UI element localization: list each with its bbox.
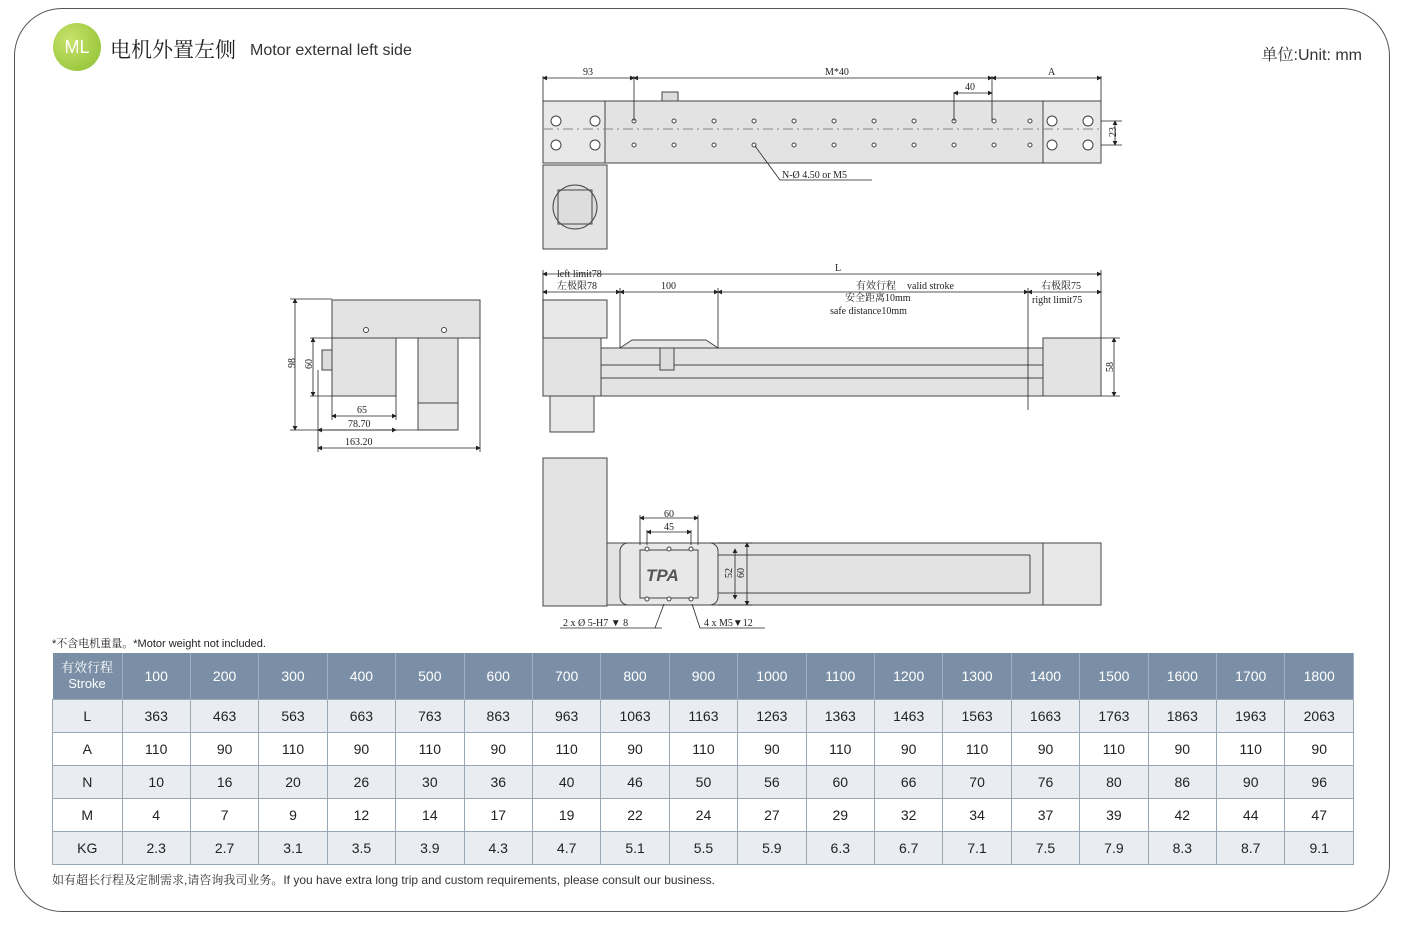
table-cell: 30 (396, 766, 464, 799)
table-row (53, 733, 1354, 766)
table-cell: 1163 (669, 700, 737, 733)
table-row (53, 766, 1354, 799)
table-cell: 90 (464, 733, 532, 766)
table-row (53, 700, 1354, 733)
stroke-column-header: 300 (259, 653, 327, 700)
right-limit-cn: 右极限75 (1041, 281, 1081, 292)
table-cell: 86 (1148, 766, 1216, 799)
left-limit-en: left limit78 (557, 269, 602, 280)
table-cell: 7.9 (1080, 832, 1148, 865)
unit-label: 单位:Unit: mm (1261, 47, 1362, 64)
table-cell: 14 (396, 799, 464, 832)
table-cell: 110 (1217, 733, 1285, 766)
left-limit-cn: 左极限78 (557, 281, 597, 292)
table-cell: 5.5 (669, 832, 737, 865)
table-cell: 110 (396, 733, 464, 766)
table-cell: 26 (327, 766, 395, 799)
stroke-column-header: 1600 (1148, 653, 1216, 700)
weight-note: *不含电机重量。*Motor weight not included. (52, 638, 266, 650)
table-cell: 10 (122, 766, 190, 799)
table-cell: 1363 (806, 700, 874, 733)
dim-93: 93 (583, 67, 593, 78)
table-cell: 7 (190, 799, 258, 832)
table-cell: 96 (1285, 766, 1354, 799)
table-cell: 90 (874, 733, 942, 766)
top-view (543, 76, 1122, 249)
table-cell: 9.1 (1285, 832, 1354, 865)
footer-note: 如有超长行程及定制需求,请咨询我司业务。If you have extra long trip and custom requirements, please consult our business. (52, 873, 715, 887)
table-cell: 20 (259, 766, 327, 799)
table-cell: 2063 (1285, 700, 1354, 733)
table-cell: 110 (943, 733, 1011, 766)
table-cell: 12 (327, 799, 395, 832)
table-row (53, 799, 1354, 832)
table-cell: 29 (806, 799, 874, 832)
table-cell: 4 (122, 799, 190, 832)
table-cell: 39 (1080, 799, 1148, 832)
stroke-column-header: 200 (190, 653, 258, 700)
table-cell: 24 (669, 799, 737, 832)
hole-note: N-Ø 4.50 or M5 (782, 170, 847, 181)
row-label: M (53, 799, 123, 832)
table-cell: 7.5 (1011, 832, 1079, 865)
table-cell: 763 (396, 700, 464, 733)
table-cell: 32 (874, 799, 942, 832)
stroke-column-header: 1000 (738, 653, 806, 700)
row-label: A (53, 733, 123, 766)
stroke-column-header: 1300 (943, 653, 1011, 700)
table-cell: 40 (532, 766, 600, 799)
table-cell: 90 (327, 733, 395, 766)
table-cell: 3.1 (259, 832, 327, 865)
screw-note: 4 x M5▼12 (704, 618, 753, 629)
dim-45: 45 (664, 522, 674, 533)
table-cell: 50 (669, 766, 737, 799)
stroke-column-header: 800 (601, 653, 669, 700)
safe-distance-en: safe distance10mm (830, 306, 907, 317)
table-cell: 5.1 (601, 832, 669, 865)
table-cell: 9 (259, 799, 327, 832)
stroke-column-header: 700 (532, 653, 600, 700)
dim-40: 40 (965, 82, 975, 93)
table-cell: 60 (806, 766, 874, 799)
series-badge: ML (53, 23, 101, 71)
table-cell: 463 (190, 700, 258, 733)
table-cell: 1663 (1011, 700, 1079, 733)
stroke-cn: 有效行程 (856, 281, 896, 292)
table-cell: 1763 (1080, 700, 1148, 733)
table-cell: 110 (122, 733, 190, 766)
dim-98: 98 (287, 358, 298, 368)
row-label: L (53, 700, 123, 733)
stroke-column-header: 1400 (1011, 653, 1079, 700)
stroke-column-header: 100 (122, 653, 190, 700)
table-cell: 4.7 (532, 832, 600, 865)
table-cell: 2.7 (190, 832, 258, 865)
table-cell: 1263 (738, 700, 806, 733)
table-row (53, 832, 1354, 865)
stroke-column-header: 1700 (1217, 653, 1285, 700)
table-cell: 6.3 (806, 832, 874, 865)
dim-60-width: 60 (664, 509, 674, 520)
table-cell: 22 (601, 799, 669, 832)
spec-table (52, 653, 1354, 865)
table-cell: 3.5 (327, 832, 395, 865)
dim-l: L (835, 263, 842, 274)
page-title-cn: 电机外置左侧 (110, 39, 236, 62)
table-cell: 110 (259, 733, 327, 766)
stroke-column-header: 1100 (806, 653, 874, 700)
stroke-column-header: 1200 (874, 653, 942, 700)
table-cell: 42 (1148, 799, 1216, 832)
table-cell: 44 (1217, 799, 1285, 832)
table-cell: 56 (738, 766, 806, 799)
dim-23: 23 (1108, 127, 1119, 137)
table-cell: 90 (190, 733, 258, 766)
stroke-column-header: 500 (396, 653, 464, 700)
table-cell: 4.3 (464, 832, 532, 865)
pin-note: 2 x Ø 5-H7 ▼ 8 (563, 618, 629, 629)
table-cell: 90 (1217, 766, 1285, 799)
page-title-en: Motor external left side (250, 42, 412, 59)
table-cell: 34 (943, 799, 1011, 832)
table-cell: 90 (1011, 733, 1079, 766)
end-view (290, 299, 480, 452)
dim-60-height: 60 (304, 359, 315, 369)
table-cell: 863 (464, 700, 532, 733)
dim-52: 52 (724, 568, 735, 578)
dim-60-bottom: 60 (736, 568, 747, 578)
stroke-column-header: 1800 (1285, 653, 1354, 700)
row-label: N (53, 766, 123, 799)
table-cell: 2.3 (122, 832, 190, 865)
table-cell: 8.7 (1217, 832, 1285, 865)
stroke-column-header: 1500 (1080, 653, 1148, 700)
table-cell: 90 (738, 733, 806, 766)
table-cell: 16 (190, 766, 258, 799)
table-cell: 363 (122, 700, 190, 733)
dim-58: 58 (1105, 362, 1116, 372)
stroke-header-en: Stroke (68, 676, 106, 691)
right-limit-en: right limit75 (1032, 295, 1083, 306)
stroke-header-cn: 有效行程 (60, 660, 113, 675)
bottom-view (543, 458, 1101, 628)
dim-78-70: 78.70 (348, 419, 371, 430)
stroke-en: valid stroke (907, 281, 954, 292)
table-cell: 90 (601, 733, 669, 766)
table-cell: 1563 (943, 700, 1011, 733)
table-cell: 1063 (601, 700, 669, 733)
table-cell: 36 (464, 766, 532, 799)
stroke-column-header: 400 (327, 653, 395, 700)
dim-163-20: 163.20 (345, 437, 373, 448)
table-cell: 90 (1285, 733, 1354, 766)
table-cell: 663 (327, 700, 395, 733)
table-cell: 6.7 (874, 832, 942, 865)
table-cell: 110 (532, 733, 600, 766)
table-cell: 5.9 (738, 832, 806, 865)
table-cell: 90 (1148, 733, 1216, 766)
stroke-column-header: 600 (464, 653, 532, 700)
table-cell: 563 (259, 700, 327, 733)
table-cell: 110 (1080, 733, 1148, 766)
table-cell: 8.3 (1148, 832, 1216, 865)
stroke-column-header: 900 (669, 653, 737, 700)
table-cell: 1863 (1148, 700, 1216, 733)
table-cell: 76 (1011, 766, 1079, 799)
dim-100: 100 (661, 281, 676, 292)
table-cell: 80 (1080, 766, 1148, 799)
table-cell: 110 (669, 733, 737, 766)
table-cell: 963 (532, 700, 600, 733)
row-label: KG (53, 832, 123, 865)
table-cell: 66 (874, 766, 942, 799)
table-cell: 19 (532, 799, 600, 832)
table-cell: 1463 (874, 700, 942, 733)
table-cell: 37 (1011, 799, 1079, 832)
table-cell: 27 (738, 799, 806, 832)
table-header-row (53, 653, 1354, 700)
safe-distance-cn: 安全距离10mm (845, 293, 911, 304)
table-cell: 46 (601, 766, 669, 799)
table-cell: 1963 (1217, 700, 1285, 733)
dim-m40: M*40 (825, 67, 849, 78)
table-cell: 17 (464, 799, 532, 832)
table-header-stroke (53, 653, 123, 700)
table-cell: 70 (943, 766, 1011, 799)
dim-a: A (1048, 67, 1056, 78)
table-cell: 47 (1285, 799, 1354, 832)
tpa-logo: TPA (646, 566, 679, 585)
dim-65: 65 (357, 405, 367, 416)
table-cell: 7.1 (943, 832, 1011, 865)
table-cell: 110 (806, 733, 874, 766)
table-cell: 3.9 (396, 832, 464, 865)
